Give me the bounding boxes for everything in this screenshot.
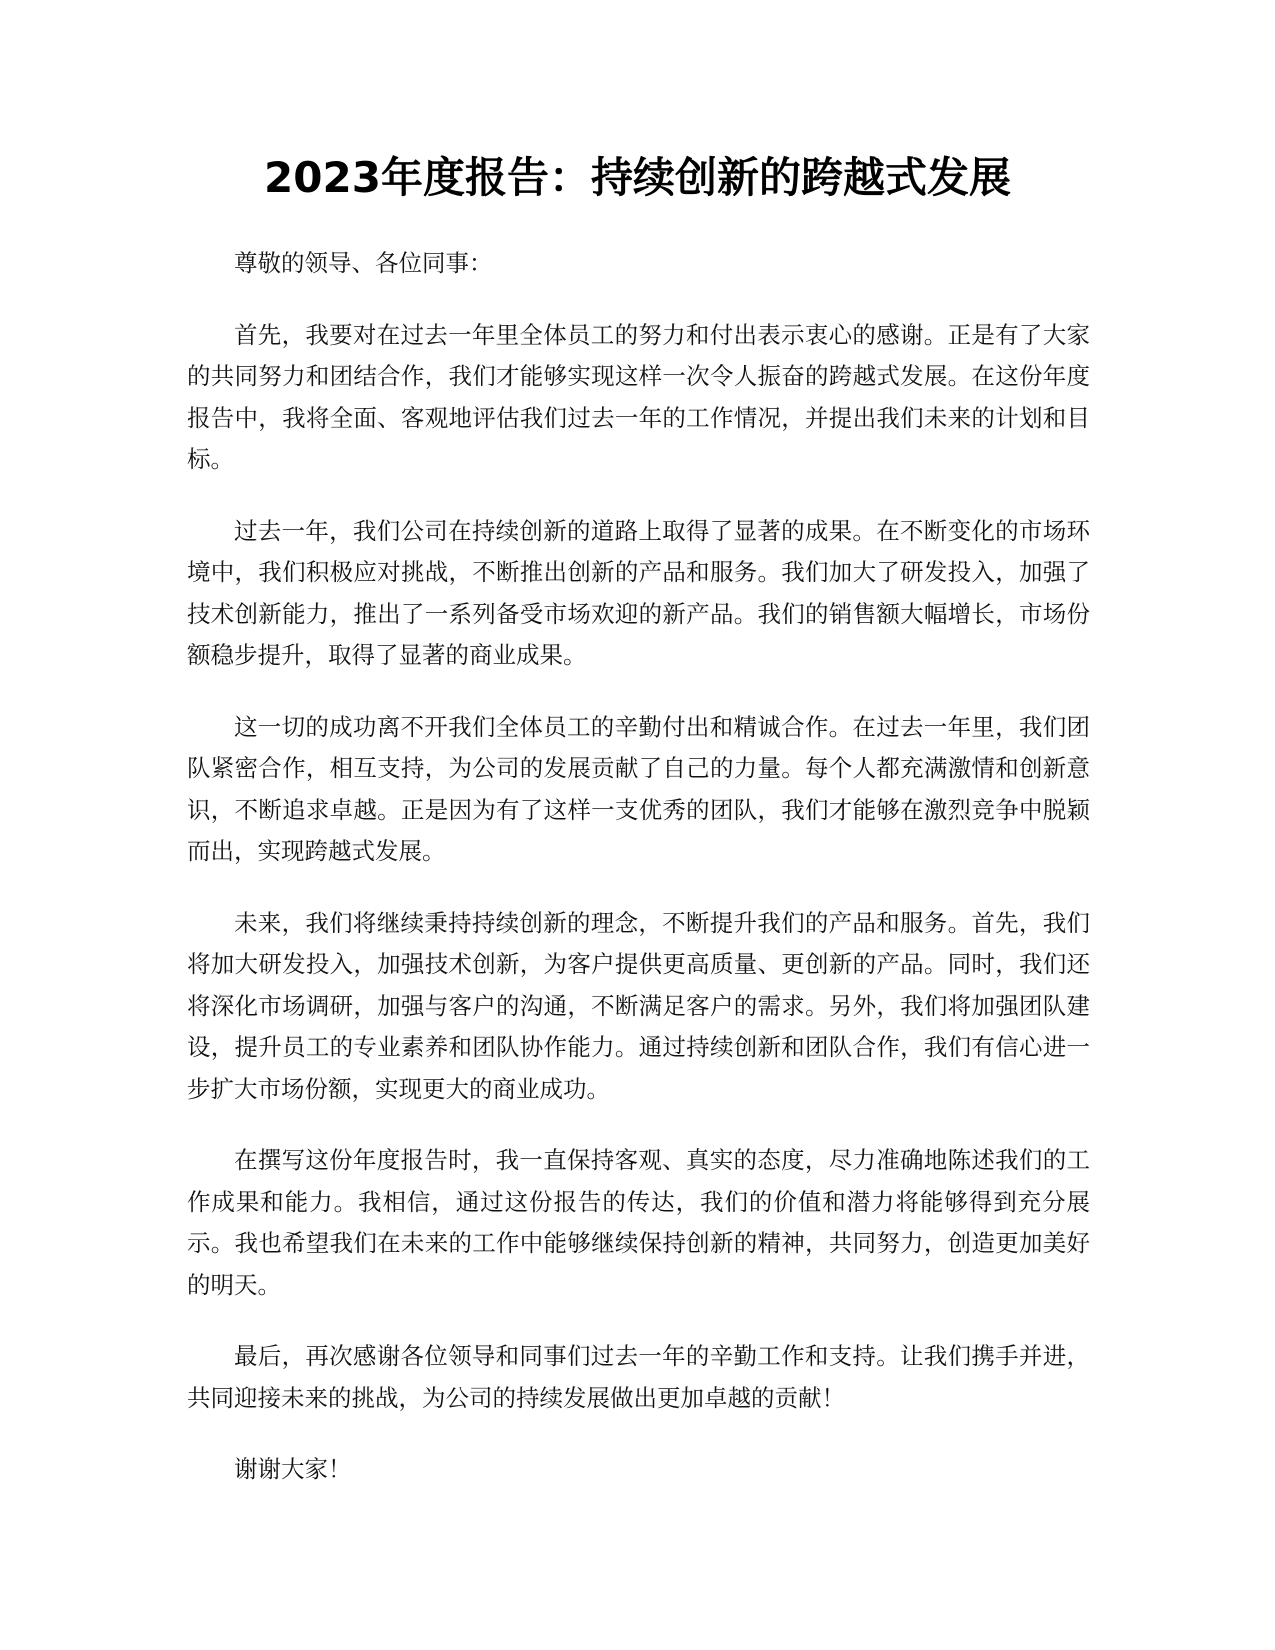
paragraph: 这一切的成功离不开我们全体员工的辛勤付出和精诚合作。在过去一年里，我们团队紧密合作，相互支持，为公司的发展贡献了自己的力量。每个人都充满激情和创新意识，不断追求卓越。正是因为有了这样一支优秀的团队，我们才能够在激烈竞争中脱颖而出，实现跨越式发展。 bbox=[187, 712, 1090, 865]
paragraph: 最后，再次感谢各位领导和同事们过去一年的辛勤工作和支持。让我们携手并进，共同迎接未来的挑战，为公司的持续发展做出更加卓越的贡献！ bbox=[187, 1342, 1090, 1412]
paragraph: 未来，我们将继续秉持持续创新的理念，不断提升我们的产品和服务。首先，我们将加大研发投入，加强技术创新，为客户提供更高质量、更创新的产品。同时，我们还将深化市场调研，加强与客户的沟通，不断满足客户的需求。另外，我们将加强团队建设，提升员工的专业素养和团队协作能力。通过持续创新和团队合作，我们有信心进一步扩大市场份额，实现更大的商业成功。 bbox=[187, 908, 1090, 1103]
document-title: 2023年度报告：持续创新的跨越式发展 bbox=[264, 153, 1011, 202]
closing: 谢谢大家！ bbox=[234, 1455, 352, 1483]
paragraph: 首先，我要对在过去一年里全体员工的努力和付出表示衷心的感谢。正是有了大家的共同努力和团结合作，我们才能够实现这样一次令人振奋的跨越式发展。在这份年度报告中，我将全面、客观地评估我们过去一年的工作情况，并提出我们未来的计划和目标。 bbox=[187, 320, 1090, 473]
paragraph: 在撰写这份年度报告时，我一直保持客观、真实的态度，尽力准确地陈述我们的工作成果和能力。我相信，通过这份报告的传达，我们的价值和潜力将能够得到充分展示。我也希望我们在未来的工作中能够继续保持创新的精神，共同努力，创造更加美好的明天。 bbox=[187, 1146, 1090, 1299]
paragraph: 过去一年，我们公司在持续创新的道路上取得了显著的成果。在不断变化的市场环境中，我们积极应对挑战，不断推出创新的产品和服务。我们加大了研发投入，加强了技术创新能力，推出了一系列备受市场欢迎的新产品。我们的销售额大幅增长，市场份额稳步提升，取得了显著的商业成果。 bbox=[187, 516, 1090, 669]
document-body bbox=[187, 243, 1090, 1521]
greeting: 尊敬的领导、各位同事： bbox=[234, 249, 493, 277]
